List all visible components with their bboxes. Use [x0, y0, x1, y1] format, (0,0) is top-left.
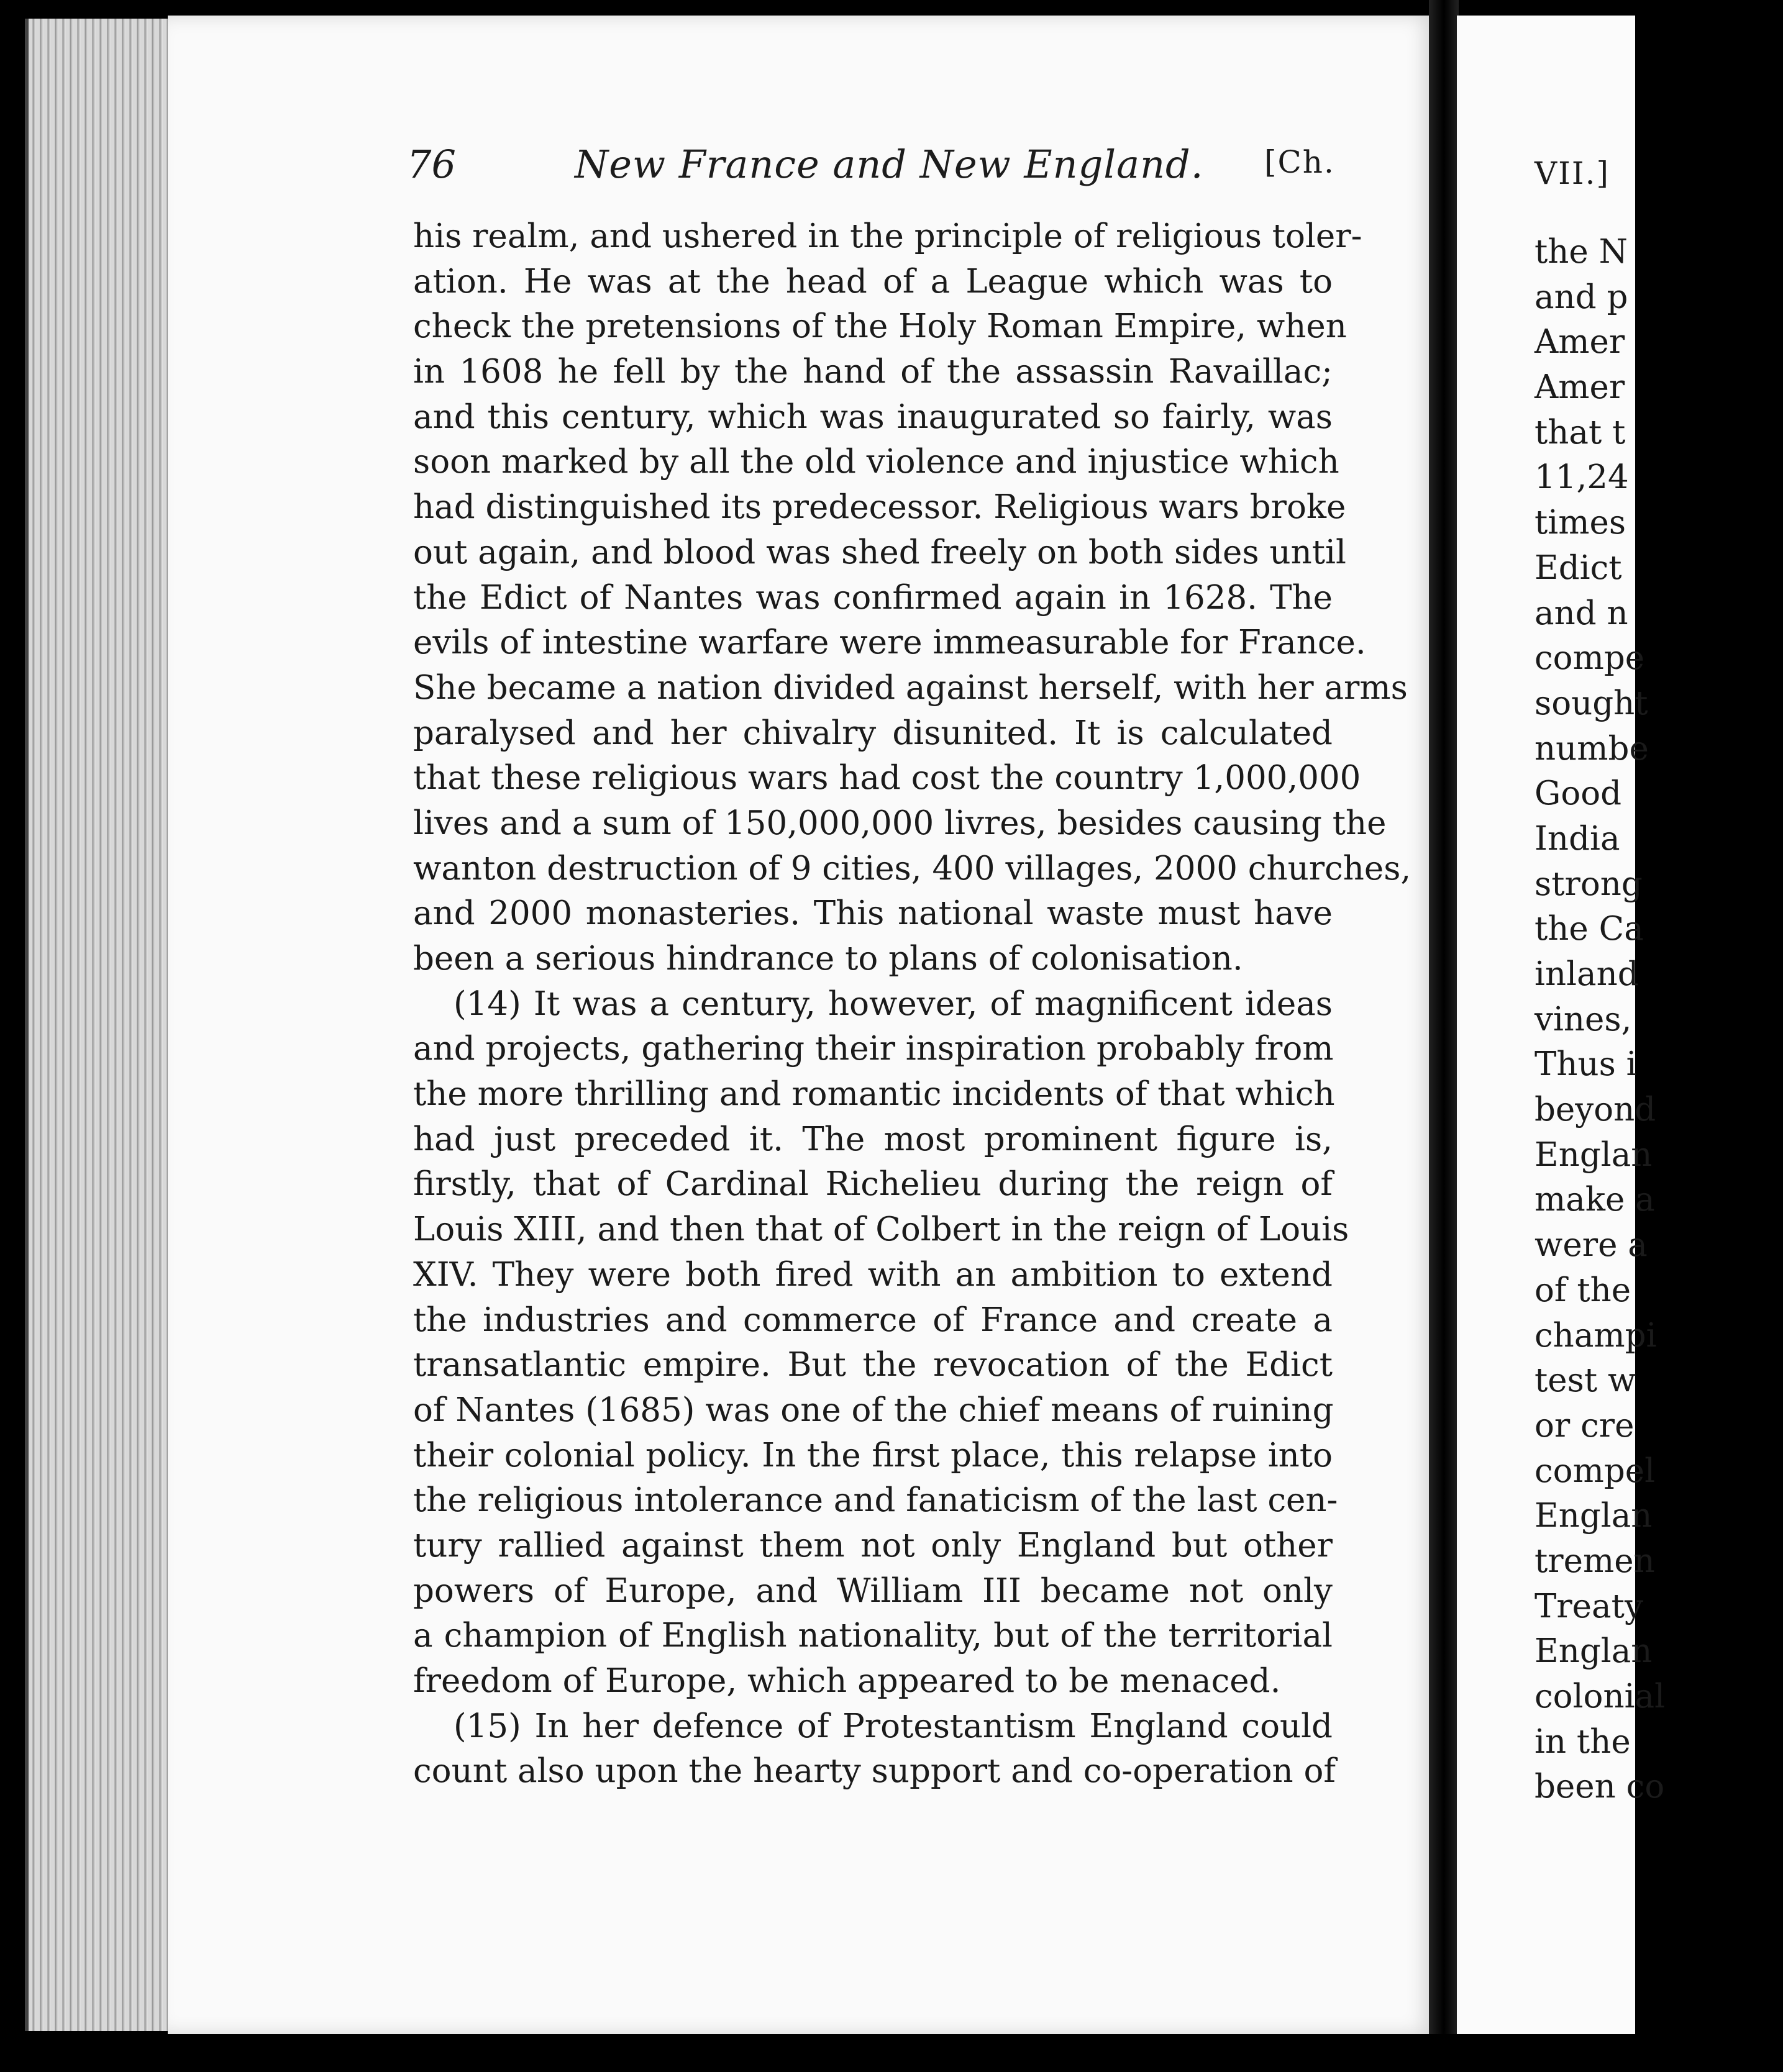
text-line: She became a nation divided against herself, with her arms — [413, 668, 1408, 707]
text-line: tury rallied against them not only England but other — [413, 1526, 1333, 1565]
text-line: that t — [1534, 413, 1626, 452]
text-line: the industries and commerce of France and create a — [413, 1301, 1333, 1339]
text-line: and this century, which was inaugurated so fairly, was — [413, 398, 1333, 436]
text-line: the Ca — [1534, 910, 1644, 948]
text-line: Thus i — [1534, 1045, 1637, 1084]
text-line: in 1608 he fell by the hand of the assassin Ravaillac; — [413, 353, 1333, 391]
text-line: champi — [1534, 1316, 1657, 1355]
text-line: make a — [1534, 1181, 1655, 1219]
paragraph-15-start: (15) In her defence of Protestantism England could — [454, 1707, 1333, 1745]
text-line: and n — [1534, 594, 1628, 632]
text-line: colonial — [1534, 1678, 1666, 1715]
text-line: 11,24 — [1534, 458, 1629, 497]
text-line: the religious intolerance and fanaticism of the last cen- — [413, 1481, 1338, 1520]
text-line: Amer — [1534, 323, 1625, 361]
text-line: and projects, gathering their inspiration probably from — [413, 1030, 1334, 1068]
running-header — [407, 137, 1335, 193]
text-line: Good — [1534, 775, 1622, 813]
text-line: compel — [1534, 1452, 1656, 1490]
text-line: of the — [1534, 1271, 1631, 1309]
text-line: been co — [1534, 1768, 1665, 1806]
page-number: 76 — [407, 142, 456, 187]
text-line: the more thrilling and romantic incidents of that which — [413, 1075, 1335, 1114]
text-line: inland — [1534, 955, 1639, 993]
text-line: Edict — [1534, 548, 1622, 587]
text-line: Treaty — [1534, 1587, 1643, 1625]
text-line: check the pretensions of the Holy Roman Empire, when — [413, 307, 1347, 346]
text-line: and p — [1534, 278, 1628, 316]
text-line: XIV. They were both fired with an ambition to extend — [413, 1255, 1333, 1294]
text-line: had distinguished its predecessor. Religious wars broke — [413, 488, 1346, 527]
right-body-text — [1534, 230, 1783, 1810]
text-line: were a — [1534, 1226, 1648, 1265]
paragraph-14-start: (14) It was a century, however, of magnificent ideas — [454, 984, 1333, 1023]
text-line: had just preceded it. The most prominent figure is, — [413, 1120, 1333, 1158]
text-line: times — [1534, 504, 1626, 542]
text-line: powers of Europe, and William III became not only — [413, 1571, 1333, 1610]
text-line: evils of intestine warfare were immeasurable for France. — [413, 624, 1366, 662]
text-line: Louis XIII, and then that of Colbert in the reign of Louis — [413, 1211, 1349, 1249]
text-line: or cre — [1534, 1406, 1635, 1445]
text-line: strong — [1534, 865, 1643, 903]
text-line: sought — [1534, 684, 1648, 722]
body-text — [413, 214, 1411, 1794]
text-line: a champion of English nationality, but of the territorial — [413, 1617, 1333, 1655]
text-line: vines, — [1534, 1000, 1632, 1038]
running-title: New France and New England. — [575, 142, 1204, 187]
text-line: their colonial policy. In the first place, this relapse into — [413, 1436, 1333, 1474]
text-line: lives and a sum of 150,000,000 livres, besides causing the — [413, 804, 1387, 842]
text-line: in the — [1534, 1722, 1631, 1761]
text-line: numbe — [1534, 729, 1649, 768]
text-line: beyond — [1534, 1091, 1656, 1129]
text-line: test w — [1534, 1361, 1636, 1400]
text-line: compe — [1534, 639, 1645, 678]
chapter-reference: [Ch. — [1264, 144, 1335, 180]
text-line: Englan — [1534, 1497, 1653, 1535]
text-line: ation. He was at the head of a League which was to — [413, 262, 1333, 301]
text-line: Amer — [1534, 368, 1625, 407]
text-line: freedom of Europe, which appeared to be menaced. — [413, 1662, 1281, 1700]
text-line: and 2000 monasteries. This national waste must have — [413, 894, 1333, 933]
book-gutter — [1429, 0, 1459, 2072]
text-line: wanton destruction of 9 cities, 400 villages, 2000 churches, — [413, 849, 1411, 888]
text-line: Englan — [1534, 1135, 1653, 1174]
right-page — [1457, 16, 1666, 2034]
text-line: the N — [1534, 233, 1628, 271]
text-line: the Edict of Nantes was confirmed again in 1628. The — [413, 578, 1333, 617]
text-line: firstly, that of Cardinal Richelieu during the reign of — [413, 1165, 1333, 1204]
book-page-edges — [25, 19, 190, 2031]
text-line: out again, and blood was shed freely on both sides until — [413, 533, 1346, 571]
text-line: India — [1534, 819, 1620, 858]
text-line: count also upon the hearty support and co-operation of — [413, 1752, 1336, 1791]
text-line: Englan — [1534, 1632, 1653, 1671]
text-line: soon marked by all the old violence and injustice which — [413, 443, 1339, 481]
text-line: of Nantes (1685) was one of the chief means of ruining — [413, 1391, 1334, 1429]
text-line: tremen — [1534, 1542, 1655, 1580]
right-chapter-reference: VII.] — [1534, 155, 1610, 191]
text-line: transatlantic empire. But the revocation of the Edict — [413, 1346, 1333, 1384]
scan-bottom-edge — [0, 2034, 1635, 2072]
text-line: his realm, and ushered in the principle of religious toler- — [413, 217, 1362, 255]
text-line: that these religious wars had cost the country 1,000,000 — [413, 759, 1361, 797]
text-line: been a serious hindrance to plans of colonisation. — [413, 940, 1243, 978]
text-line: paralysed and her chivalry disunited. It is calculated — [413, 714, 1333, 752]
